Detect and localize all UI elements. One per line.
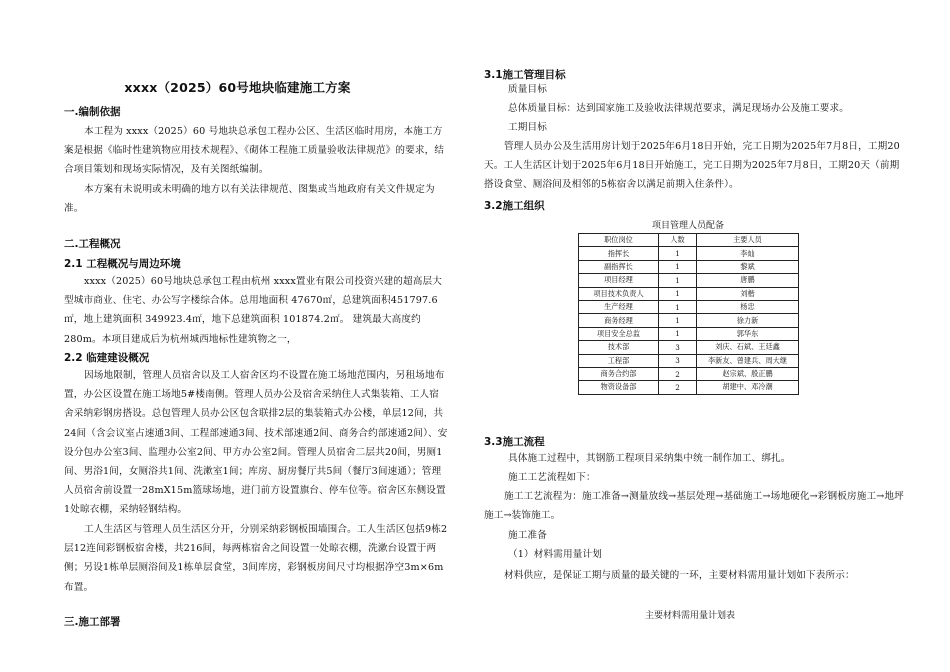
- section-2-2-paragraph-1: 因场地限制，管理人员宿舍以及工人宿舍区均不设置在施工场地范围内，另租场地布置，办公区设置在施工场地5#楼南侧。管理人员办公及宿舍采纳住人式集装箱、工人宿舍采纳彩钢房搭设。总包管理人员办公区包含联排2层的集装箱式办公楼，单层12间，共24间（含会议室占速通3间、工程部速通3间、技术部速通2间、商务合约部速通2间）、安设分包办公室3间、监理办公室2间、甲方办公室2间。管理人员宿舍二层共20间，男厕1间、男浴1间，女厕浴共1间、洗漱室1间；库房、厨房餐厅共5间（餐厅3间速通）；管理人员宿舍前设置一28mX15m篮球场地，进门前方设置旗台、停车位等。宿舍区东侧设置1处晾衣棚，采纳轻钢结构。: [64, 370, 448, 516]
- table-cell: 1: [659, 287, 697, 300]
- section-2-2-heading: 2.2 临建建设概况: [64, 352, 150, 364]
- table-cell: 李灿: [697, 247, 799, 260]
- table-row: [579, 327, 799, 340]
- table-row: [579, 287, 799, 300]
- staff-table: [578, 233, 799, 395]
- table-cell: 3: [659, 341, 697, 354]
- section-1-heading: 一.编制依据: [64, 106, 121, 118]
- staff-table-header: 职位岗位: [579, 234, 659, 247]
- table-cell: 唐鹏: [697, 274, 799, 287]
- table-row: [579, 381, 799, 394]
- table-cell: 刘楷: [697, 287, 799, 300]
- section-1-paragraph-2: 本方案有未说明或未明确的地方以有关法律规范、图集或当地政府有关文件规定为准。: [64, 184, 435, 215]
- section-3-1-heading: 3.1施工管理目标: [484, 69, 566, 81]
- table-cell: 项目经理: [579, 274, 659, 287]
- table-cell: 2: [659, 367, 697, 380]
- table-cell: 技术部: [579, 341, 659, 354]
- table-cell: 郭华东: [697, 327, 799, 340]
- table-row: [579, 341, 799, 354]
- table-cell: 黎斌: [697, 260, 799, 273]
- table-cell: 徐力新: [697, 314, 799, 327]
- table-cell: 指挥长: [579, 247, 659, 260]
- construction-prep-label: 施工准备: [508, 530, 547, 541]
- table-cell: 商务经理: [579, 314, 659, 327]
- section-3-3-heading: 3.3施工流程: [484, 436, 545, 448]
- section-2-heading: 二.工程概况: [64, 238, 121, 250]
- table-cell: 项目技术负责人: [579, 287, 659, 300]
- material-plan-label: （1）材料需用量计划: [508, 549, 602, 560]
- quality-target-label: 质量目标: [508, 84, 547, 95]
- table-cell: 项目安全总监: [579, 327, 659, 340]
- table-cell: 1: [659, 327, 697, 340]
- section-2-1-paragraph: xxxx（2025）60号地块总承包工程由杭州 xxxx置业有限公司投资兴建的超高层大型城市商业、住宅、办公写字楼综合体。总用地面积 47670㎡，总建筑面积451797.6㎡，地上建筑面积 349923.4㎡，地下总建筑面积 101874.2㎡。 建筑最大高度约280m。本项目建成后为杭州城西地标性建筑物之一，: [64, 276, 443, 345]
- table-row: [579, 260, 799, 273]
- table-cell: 1: [659, 247, 697, 260]
- table-cell: 1: [659, 300, 697, 313]
- schedule-target-label: 工期目标: [508, 122, 547, 133]
- flow-paragraph-2: 施工工艺流程如下：: [508, 472, 596, 483]
- flow-paragraph-1: 具体施工过程中，其钢筋工程项目采纳集中统一制作加工、绑扎。: [508, 453, 791, 464]
- staff-table-header: 人数: [659, 234, 697, 247]
- quality-target-text: 总体质量目标：达到国家施工及验收法律规范要求，满足现场办公及施工要求。: [508, 103, 850, 114]
- section-3-heading: 三.施工部署: [64, 616, 121, 628]
- table-cell: 杨忠: [697, 300, 799, 313]
- table-cell: 胡建中、邓冷潮: [697, 381, 799, 394]
- document-title: xxxx（2025）60号地块临建施工方案: [124, 80, 351, 95]
- table-cell: 2: [659, 381, 697, 394]
- table-row: [579, 300, 799, 313]
- table-row: [579, 314, 799, 327]
- section-1-paragraph-1: 本工程为 xxxx（2025）60 号地块总承包工程办公区、生活区临时用房，本施工方案是根据《临时性建筑物应用技术规程》、《砌体工程施工质量验收法律规范》的要求，结合项目策划和现场实际情况，及有关图纸编制。: [64, 126, 445, 176]
- material-table-caption: 主要材料需用量计划表: [644, 611, 735, 621]
- table-cell: 刘庆、石斌、王廷鑫: [697, 341, 799, 354]
- staff-table-header-row: [579, 234, 799, 247]
- material-plan-text: 材料供应，是保证工期与质量的最关键的一环，主要材料需用量计划如下表所示：: [504, 570, 855, 581]
- schedule-target-text: 管理人员办公及生活用房计划于2025年6月18日开始，完工日期为2025年7月8日，工期20天。工人生活区计划于2025年6月18日开始施工，完工日期为2025年7月8日，工期20天（前期搭设食堂、厕浴间及相邻的5栋宿舍以满足前期入住条件）。: [484, 141, 900, 191]
- table-row: [579, 274, 799, 287]
- table-cell: 生产经理: [579, 300, 659, 313]
- table-row: [579, 247, 799, 260]
- section-2-2-paragraph-2: 工人生活区与管理人员生活区分开，分别采纳彩钢板围墙围合。工人生活区包括9栋2层12连间彩钢板宿舍楼，共216间，每两栋宿舍之间设置一处晾衣棚，洗漱台设置于两侧；另设1栋单层厕浴间及1栋单层食堂，3间库房，彩钢板房间尺寸均根据净空3m×6m布置。: [64, 524, 448, 593]
- table-cell: 1: [659, 260, 697, 273]
- staff-table-header: 主要人员: [697, 234, 799, 247]
- table-cell: 1: [659, 274, 697, 287]
- table-cell: 3: [659, 354, 697, 367]
- table-cell: 工程部: [579, 354, 659, 367]
- table-row: [579, 354, 799, 367]
- table-cell: 物资设备部: [579, 381, 659, 394]
- table-cell: 赵宗斌、殷正鹏: [697, 367, 799, 380]
- table-row: [579, 367, 799, 380]
- staff-table-caption: 项目管理人员配备: [651, 221, 724, 231]
- table-cell: 李新友、曾建兵、周大继: [697, 354, 799, 367]
- table-cell: 副指挥长: [579, 260, 659, 273]
- table-cell: 商务合约部: [579, 367, 659, 380]
- section-2-1-heading: 2.1 工程概况与周边环境: [64, 258, 181, 270]
- flow-paragraph-3: 施工工艺流程为：施工准备→测量放线→基层处理→基础施工→场地硬化→彩钢板房施工→地坪施工→装饰施工。: [484, 491, 904, 522]
- table-cell: 1: [659, 314, 697, 327]
- section-3-2-heading: 3.2施工组织: [484, 200, 545, 212]
